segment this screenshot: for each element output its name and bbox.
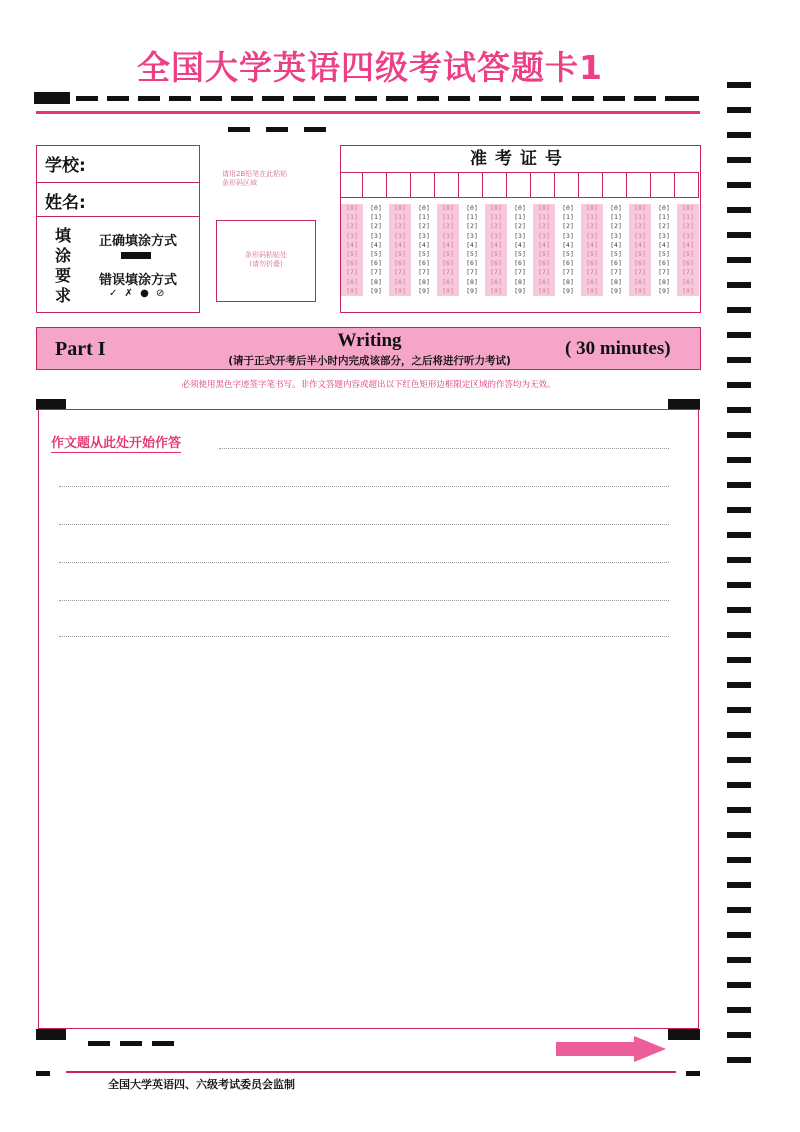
- name-label: 姓名:: [45, 193, 86, 213]
- answer-notice: 必须使用黑色字迹签字笔书写。非作文答题内容或超出以下红色矩形边框限定区域的作答均为无效。: [181, 380, 556, 390]
- time-limit: ( 30 minutes): [565, 338, 671, 359]
- exam-id-digit-column[interactable]: [0] [1] [2] [3] [4] [5] [6] [7] [8] [9]: [466, 204, 478, 295]
- right-timing-track: [727, 82, 753, 1082]
- timing-mark: [510, 96, 532, 101]
- section-title: Writing: [337, 330, 402, 351]
- exam-id-digit-column[interactable]: [0] [1] [2] [3] [4] [5] [6] [7] [8] [9]: [677, 204, 699, 296]
- answer-line: [219, 448, 669, 449]
- arrow-right-icon: [556, 1036, 668, 1062]
- page-title: 全国大学英语四级考试答题卡1: [137, 48, 603, 87]
- timing-mark: [293, 96, 315, 101]
- timing-mark: [76, 96, 98, 101]
- wrong-fill-examples: ✓ ✗ ● ⊘: [109, 288, 167, 299]
- answer-line: [59, 524, 669, 525]
- writing-answer-area[interactable]: [38, 409, 699, 1029]
- footer-text: 全国大学英语四、六级考试委员会监制: [108, 1078, 295, 1091]
- timing-mark: [417, 96, 439, 101]
- timing-mark: [603, 96, 625, 101]
- timing-mark: [266, 127, 288, 132]
- timing-mark: [665, 96, 699, 101]
- timing-mark: [355, 96, 377, 101]
- registration-mark: [36, 1029, 66, 1040]
- timing-mark: [304, 127, 326, 132]
- exam-id-digit-column[interactable]: [0] [1] [2] [3] [4] [5] [6] [7] [8] [9]: [418, 204, 430, 295]
- timing-mark: [541, 96, 563, 101]
- timing-mark: [634, 96, 656, 101]
- exam-id-digit-column[interactable]: [0] [1] [2] [3] [4] [5] [6] [7] [8] [9]: [341, 204, 363, 296]
- answer-line: [59, 636, 669, 637]
- timing-mark: [152, 1041, 174, 1046]
- exam-id-digit-column[interactable]: [0] [1] [2] [3] [4] [5] [6] [7] [8] [9]: [437, 204, 459, 296]
- correct-fill-example: [121, 252, 151, 259]
- registration-mark: [34, 92, 70, 104]
- school-label: 学校:: [45, 156, 86, 176]
- correct-fill-label: 正确填涂方式: [99, 234, 178, 249]
- timing-mark: [200, 96, 222, 101]
- exam-id-write-row[interactable]: [341, 173, 699, 198]
- part-label: Part I: [55, 338, 106, 360]
- exam-id-digit-column[interactable]: [0] [1] [2] [3] [4] [5] [6] [7] [8] [9]: [610, 204, 622, 295]
- exam-id-bubble-grid[interactable]: [341, 204, 699, 308]
- answer-line: [59, 486, 669, 487]
- exam-id-box: [340, 145, 701, 313]
- exam-id-digit-column[interactable]: [0] [1] [2] [3] [4] [5] [6] [7] [8] [9]: [533, 204, 555, 296]
- timing-mark: [36, 1071, 50, 1076]
- timing-mark: [138, 96, 160, 101]
- timing-mark: [228, 127, 250, 132]
- answer-line: [59, 562, 669, 563]
- exam-id-digit-column[interactable]: [0] [1] [2] [3] [4] [5] [6] [7] [8] [9]: [514, 204, 526, 295]
- exam-id-digit-column[interactable]: [0] [1] [2] [3] [4] [5] [6] [7] [8] [9]: [370, 204, 382, 295]
- barcode-box: 条形码粘贴处 (请勿折叠): [216, 220, 316, 302]
- timing-mark: [386, 96, 408, 101]
- timing-mark: [169, 96, 191, 101]
- exam-id-digit-column[interactable]: [0] [1] [2] [3] [4] [5] [6] [7] [8] [9]: [658, 204, 670, 295]
- timing-mark: [262, 96, 284, 101]
- timing-mark: [88, 1041, 110, 1046]
- exam-id-digit-column[interactable]: [0] [1] [2] [3] [4] [5] [6] [7] [8] [9]: [485, 204, 507, 296]
- part-header-bar: [36, 327, 701, 370]
- exam-id-header: 准考证号: [341, 146, 699, 173]
- header-divider: [36, 111, 700, 114]
- faint-note: 请用2B铅笔在此粘贴 条形码区域: [222, 170, 288, 187]
- timing-mark: [572, 96, 594, 101]
- exam-id-digit-column[interactable]: [0] [1] [2] [3] [4] [5] [6] [7] [8] [9]: [629, 204, 651, 296]
- timing-mark: [448, 96, 470, 101]
- timing-mark: [107, 96, 129, 101]
- timing-mark: [231, 96, 253, 101]
- timing-mark: [479, 96, 501, 101]
- fill-requirement-heading: 填 涂 要 求: [54, 226, 71, 305]
- exam-id-digit-column[interactable]: [0] [1] [2] [3] [4] [5] [6] [7] [8] [9]: [389, 204, 411, 296]
- section-subtitle: (请于正式开考后半小时内完成该部分，之后将进行听力考试): [228, 355, 511, 367]
- answer-start-label: 作文题从此处开始作答: [51, 432, 181, 453]
- wrong-fill-label: 错误填涂方式: [99, 273, 178, 288]
- footer-divider: [66, 1071, 676, 1073]
- exam-id-digit-column[interactable]: [0] [1] [2] [3] [4] [5] [6] [7] [8] [9]: [562, 204, 574, 295]
- timing-mark: [686, 1071, 700, 1076]
- student-info-box: [36, 145, 200, 313]
- answer-line: [59, 600, 669, 601]
- registration-mark: [668, 1029, 700, 1040]
- timing-mark: [324, 96, 346, 101]
- exam-id-digit-column[interactable]: [0] [1] [2] [3] [4] [5] [6] [7] [8] [9]: [581, 204, 603, 296]
- timing-mark: [120, 1041, 142, 1046]
